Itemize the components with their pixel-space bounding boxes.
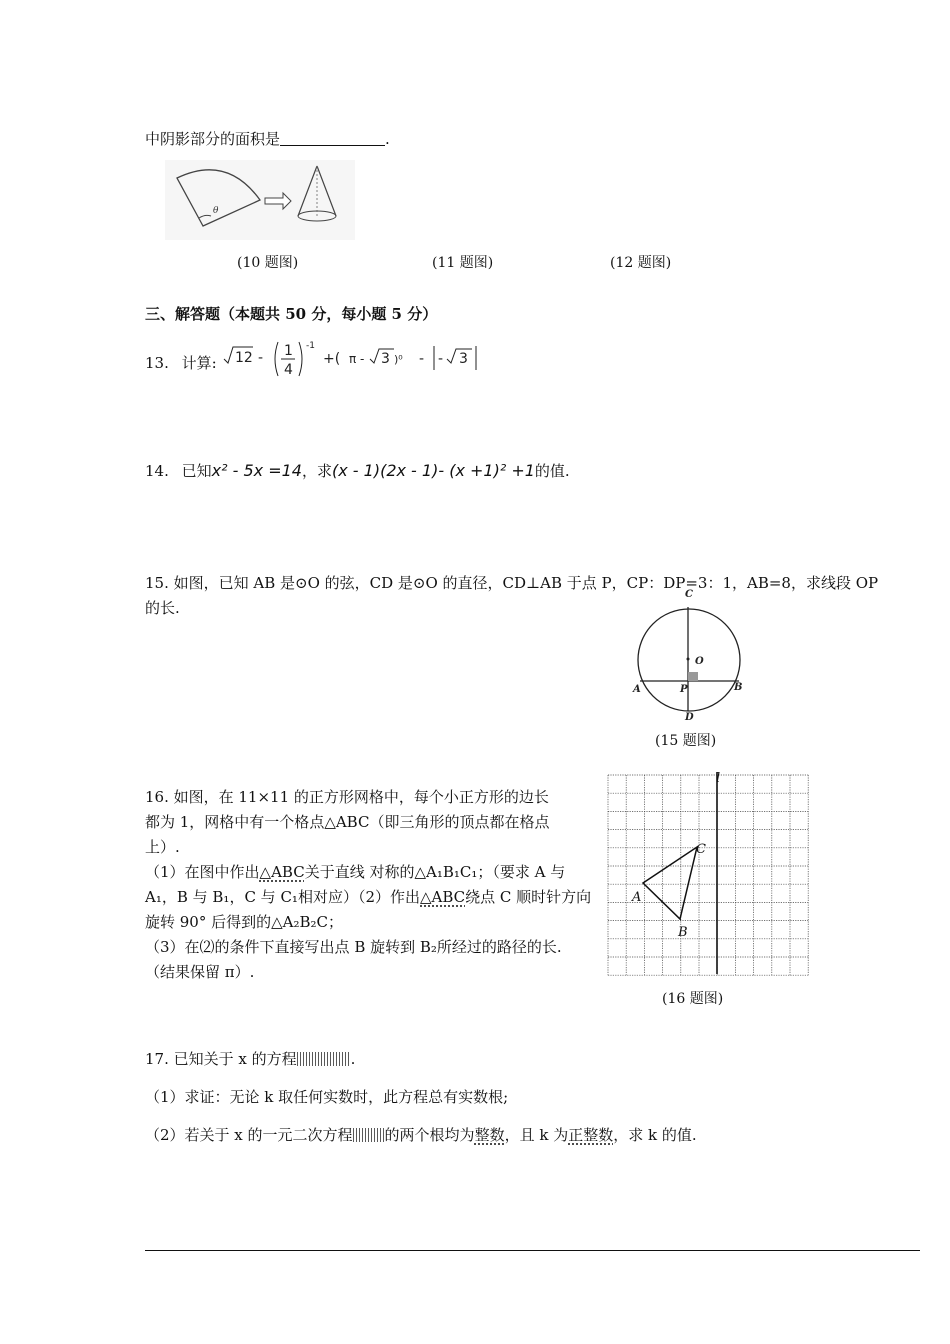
q16-line5c: 绕点 C 顺时针方向 — [465, 888, 592, 906]
top-line — [145, 128, 390, 149]
q17-equation-image — [297, 1052, 351, 1066]
q17-equation-image-2 — [353, 1128, 385, 1142]
q16-line5 — [145, 885, 600, 910]
triangle-abc — [643, 847, 697, 919]
q13-minus2: - — [419, 351, 425, 367]
q16-line5b: △ABC — [420, 888, 466, 906]
footer-rule — [145, 1250, 920, 1251]
q17-line3f: ，求 k 的值. — [613, 1126, 697, 1144]
label-b: B — [734, 682, 743, 693]
q16-line1: 16. 如图，在 11×11 的正方形网格中，每个小正方形的边长 — [145, 788, 549, 806]
grid-label-a: A — [632, 890, 642, 905]
q16-line2: 都为 1，网格中有一个格点△ABC（即三角形的顶点都在格点 — [145, 813, 550, 831]
label-c: C — [685, 589, 693, 600]
exp-neg1: -1 — [306, 341, 315, 351]
label-d: D — [685, 712, 694, 723]
close-zero: )⁰ — [394, 353, 403, 366]
q13-plus: +( — [323, 351, 341, 367]
left-paren — [275, 342, 278, 376]
frac-den: 4 — [284, 362, 293, 378]
caption-15: (15 题图) — [655, 733, 717, 749]
grid-label-c: C — [696, 842, 706, 857]
q17-line2: （1）求证：无论 k 取任何实数时，此方程总有实数根; — [145, 1088, 509, 1106]
q16-line6: 旋转 90° 后得到的△A₂B₂C； — [145, 913, 344, 931]
pi-expr: π - — [349, 352, 365, 366]
q14-prefix: 已知 — [181, 462, 212, 480]
q14-condition: x² - 5x =14 — [211, 461, 302, 480]
top-line-end: . — [385, 130, 390, 148]
q16-line8: （结果保留 π）. — [145, 963, 255, 981]
q17-line1-end: . — [350, 1050, 356, 1068]
q17-integer: 整数 — [474, 1126, 505, 1144]
q13-prefix: 计算: — [181, 354, 217, 372]
q13-expression — [222, 338, 492, 380]
q17-line3b: 的两个根均为 — [384, 1126, 475, 1144]
q16-line5a: A₁，B 与 B₁，C 与 C₁相对应）（2）作出 — [145, 888, 420, 906]
label-o: O — [695, 656, 704, 667]
caption-11: (11 题图) — [432, 255, 494, 271]
q15-line1: 15. 如图，已知 AB 是⊙O 的弦，CD 是⊙O 的直径，CD⊥AB 于点 P，CP：DP=3：1，AB=8，求线段 OP — [145, 574, 879, 592]
q16-line4b: △ABC — [259, 863, 305, 881]
right-angle-mark — [688, 672, 698, 681]
q17-positive-integer: 正整数 — [568, 1126, 614, 1144]
caption-16: (16 题图) — [662, 991, 724, 1007]
grid-lines — [608, 775, 808, 975]
label-p: P — [680, 684, 688, 695]
fig10-sector-cone — [165, 160, 355, 240]
q17-line1-text: 17. 已知关于 x 的方程 — [145, 1050, 297, 1068]
center-dot — [687, 658, 690, 661]
q14-suffix: 的值. — [534, 462, 570, 480]
answer-blank[interactable] — [280, 131, 385, 146]
q17-line3d: ，且 k 为 — [504, 1126, 569, 1144]
frac-num: 1 — [284, 343, 293, 359]
fig16-grid — [600, 770, 810, 980]
q17-line1 — [145, 1048, 355, 1069]
q14 — [145, 460, 570, 481]
q13-minus1: - — [258, 350, 264, 366]
q13-num: 13. — [145, 354, 169, 372]
q14-expression: (x - 1)(2x - 1)- (x +1)² +1 — [332, 461, 535, 480]
fig15-circle — [625, 585, 750, 725]
caption-12: (12 题图) — [610, 255, 672, 271]
q16-line4 — [145, 860, 600, 885]
q16-line7: （3）在⑵的条件下直接写出点 B 旋转到 B₂所经过的路径的长. — [145, 938, 562, 956]
section-3-heading: 三、解答题（本题共 50 分，每小题 5 分） — [145, 305, 438, 323]
q15-line2: 的长. — [145, 599, 180, 617]
top-line-text: 中阴影部分的面积是 — [145, 130, 281, 148]
q16-line4a: （1）在图中作出 — [145, 863, 260, 881]
caption-10: (10 题图) — [237, 255, 299, 271]
q16-line3: 上）. — [145, 838, 180, 856]
q16-line4c: 关于直线 对称的△A₁B₁C₁；（要求 A 与 — [304, 863, 566, 881]
q13 — [145, 352, 217, 373]
label-a: A — [633, 684, 641, 695]
q16-text — [145, 785, 600, 985]
abs-expr: - — [438, 351, 444, 367]
q14-mid: ，求 — [301, 462, 332, 480]
grid-label-b: B — [678, 925, 688, 940]
theta-label: θ — [213, 206, 219, 216]
sqrt12-value: 12 — [235, 350, 253, 366]
q14-num: 14. — [145, 462, 169, 480]
q17-line3a: （2）若关于 x 的一元二次方程 — [145, 1126, 353, 1144]
q17-line3 — [145, 1124, 697, 1145]
label-line-l: l — [716, 771, 721, 786]
sqrt3a-value: 3 — [381, 351, 390, 367]
right-paren — [299, 342, 302, 376]
sqrt3b-value: 3 — [459, 351, 468, 367]
